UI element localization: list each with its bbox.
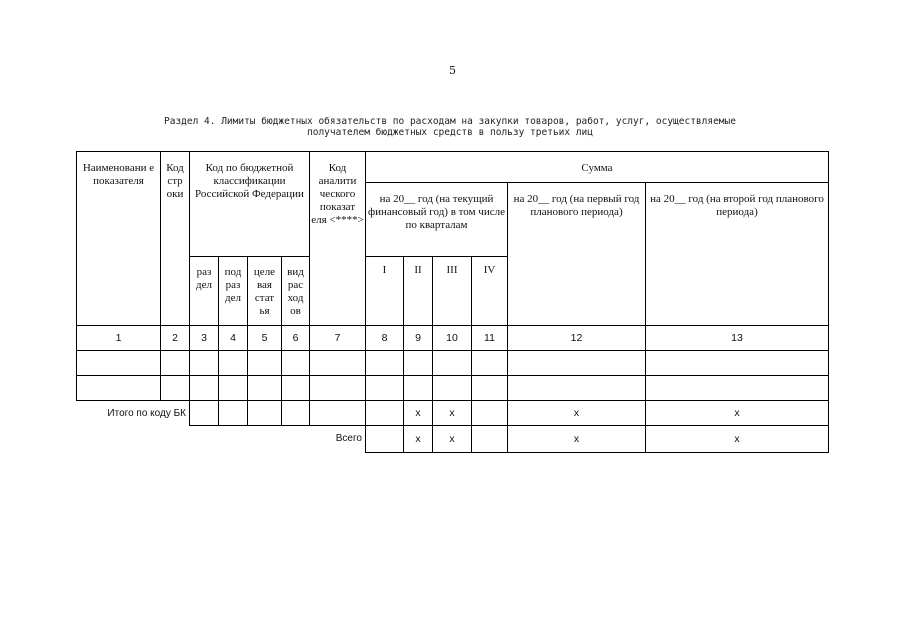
column-number: 11 bbox=[472, 326, 508, 351]
table-cell[interactable] bbox=[508, 376, 646, 401]
table-cell[interactable] bbox=[366, 376, 404, 401]
table-cell[interactable] bbox=[219, 351, 248, 376]
table-cell[interactable] bbox=[190, 376, 219, 401]
x-mark: x bbox=[508, 401, 646, 426]
table-cell[interactable] bbox=[404, 351, 433, 376]
grand-total-label: Всего bbox=[335, 433, 362, 444]
table-cell[interactable] bbox=[190, 351, 219, 376]
table-cell[interactable] bbox=[472, 426, 508, 453]
header-name: Наименовани е показателя bbox=[77, 152, 161, 326]
header-q4: IV bbox=[472, 257, 508, 326]
total-by-bk-label: Итого по коду БК bbox=[107, 407, 186, 419]
section-title-line-1: Раздел 4. Лимиты бюджетных обязательств по расходам на закупки товаров, работ, услуг, осуществляемые bbox=[164, 116, 736, 127]
table-cell[interactable] bbox=[366, 401, 404, 426]
table-cell[interactable] bbox=[472, 401, 508, 426]
header-q2: II bbox=[404, 257, 433, 326]
table-cell[interactable] bbox=[366, 426, 404, 453]
x-mark: x bbox=[433, 401, 472, 426]
table-cell[interactable] bbox=[161, 376, 190, 401]
column-number: 5 bbox=[248, 326, 282, 351]
header-q3: III bbox=[433, 257, 472, 326]
table-cell[interactable] bbox=[310, 401, 366, 426]
column-number: 1 bbox=[77, 326, 161, 351]
table-cell[interactable] bbox=[366, 351, 404, 376]
table-cell[interactable] bbox=[282, 351, 310, 376]
table-cell[interactable] bbox=[219, 401, 248, 426]
column-number: 9 bbox=[404, 326, 433, 351]
header-analytic-code: Код аналити ческого показат еля <****> bbox=[310, 152, 366, 326]
table-cell[interactable] bbox=[219, 376, 248, 401]
header-podrazdel: под раз дел bbox=[219, 257, 248, 326]
x-mark: x bbox=[646, 401, 829, 426]
header-sum: Сумма bbox=[366, 152, 829, 183]
page-number: 5 bbox=[449, 64, 456, 77]
column-number: 4 bbox=[219, 326, 248, 351]
table-cell[interactable] bbox=[77, 376, 161, 401]
x-mark: x bbox=[433, 426, 472, 453]
column-number: 13 bbox=[646, 326, 829, 351]
column-number: 2 bbox=[161, 326, 190, 351]
table-cell[interactable] bbox=[472, 351, 508, 376]
header-row-code: Код стр оки bbox=[161, 152, 190, 326]
header-expense-type: вид рас ход ов bbox=[282, 257, 310, 326]
table-cell[interactable] bbox=[472, 376, 508, 401]
table-cell[interactable] bbox=[404, 376, 433, 401]
header-q1: I bbox=[366, 257, 404, 326]
table-cell[interactable] bbox=[310, 351, 366, 376]
x-mark: x bbox=[646, 426, 829, 453]
x-mark: x bbox=[508, 426, 646, 453]
column-number: 12 bbox=[508, 326, 646, 351]
table-cell[interactable] bbox=[433, 376, 472, 401]
table-cell[interactable] bbox=[433, 351, 472, 376]
table-cell[interactable] bbox=[248, 401, 282, 426]
header-second-plan-year: на 20__ год (на второй год планового периода) bbox=[646, 183, 829, 326]
header-razdel: раз дел bbox=[190, 257, 219, 326]
table-cell[interactable] bbox=[248, 376, 282, 401]
table-cell[interactable] bbox=[646, 351, 829, 376]
table-cell[interactable] bbox=[282, 376, 310, 401]
header-first-plan-year: на 20__ год (на первый год планового периода) bbox=[508, 183, 646, 326]
header-target-article: целе вая стат ья bbox=[248, 257, 282, 326]
x-mark: x bbox=[404, 426, 433, 453]
table-cell[interactable] bbox=[161, 351, 190, 376]
grand-total-row bbox=[77, 426, 829, 453]
table-row bbox=[77, 376, 829, 401]
table-cell[interactable] bbox=[310, 376, 366, 401]
column-number: 10 bbox=[433, 326, 472, 351]
header-current-year: на 20__ год (на текущий финансовый год) в том числе по кварталам bbox=[366, 183, 508, 257]
column-number: 3 bbox=[190, 326, 219, 351]
section-title-line-2: получателем бюджетных средств в пользу третьих лиц bbox=[307, 127, 593, 138]
header-bk-code: Код по бюджетной классификации Российской Федерации bbox=[190, 152, 310, 257]
table-cell[interactable] bbox=[190, 401, 219, 426]
table-cell[interactable] bbox=[77, 351, 161, 376]
section-title bbox=[110, 116, 790, 138]
column-number: 8 bbox=[366, 326, 404, 351]
table-row bbox=[77, 351, 829, 376]
table-cell[interactable] bbox=[248, 351, 282, 376]
column-number: 6 bbox=[282, 326, 310, 351]
limits-table bbox=[76, 151, 829, 453]
table-cell[interactable] bbox=[646, 376, 829, 401]
total-by-bk-row bbox=[77, 401, 829, 426]
x-mark: x bbox=[404, 401, 433, 426]
table-cell[interactable] bbox=[282, 401, 310, 426]
table-cell[interactable] bbox=[508, 351, 646, 376]
column-number: 7 bbox=[310, 326, 366, 351]
